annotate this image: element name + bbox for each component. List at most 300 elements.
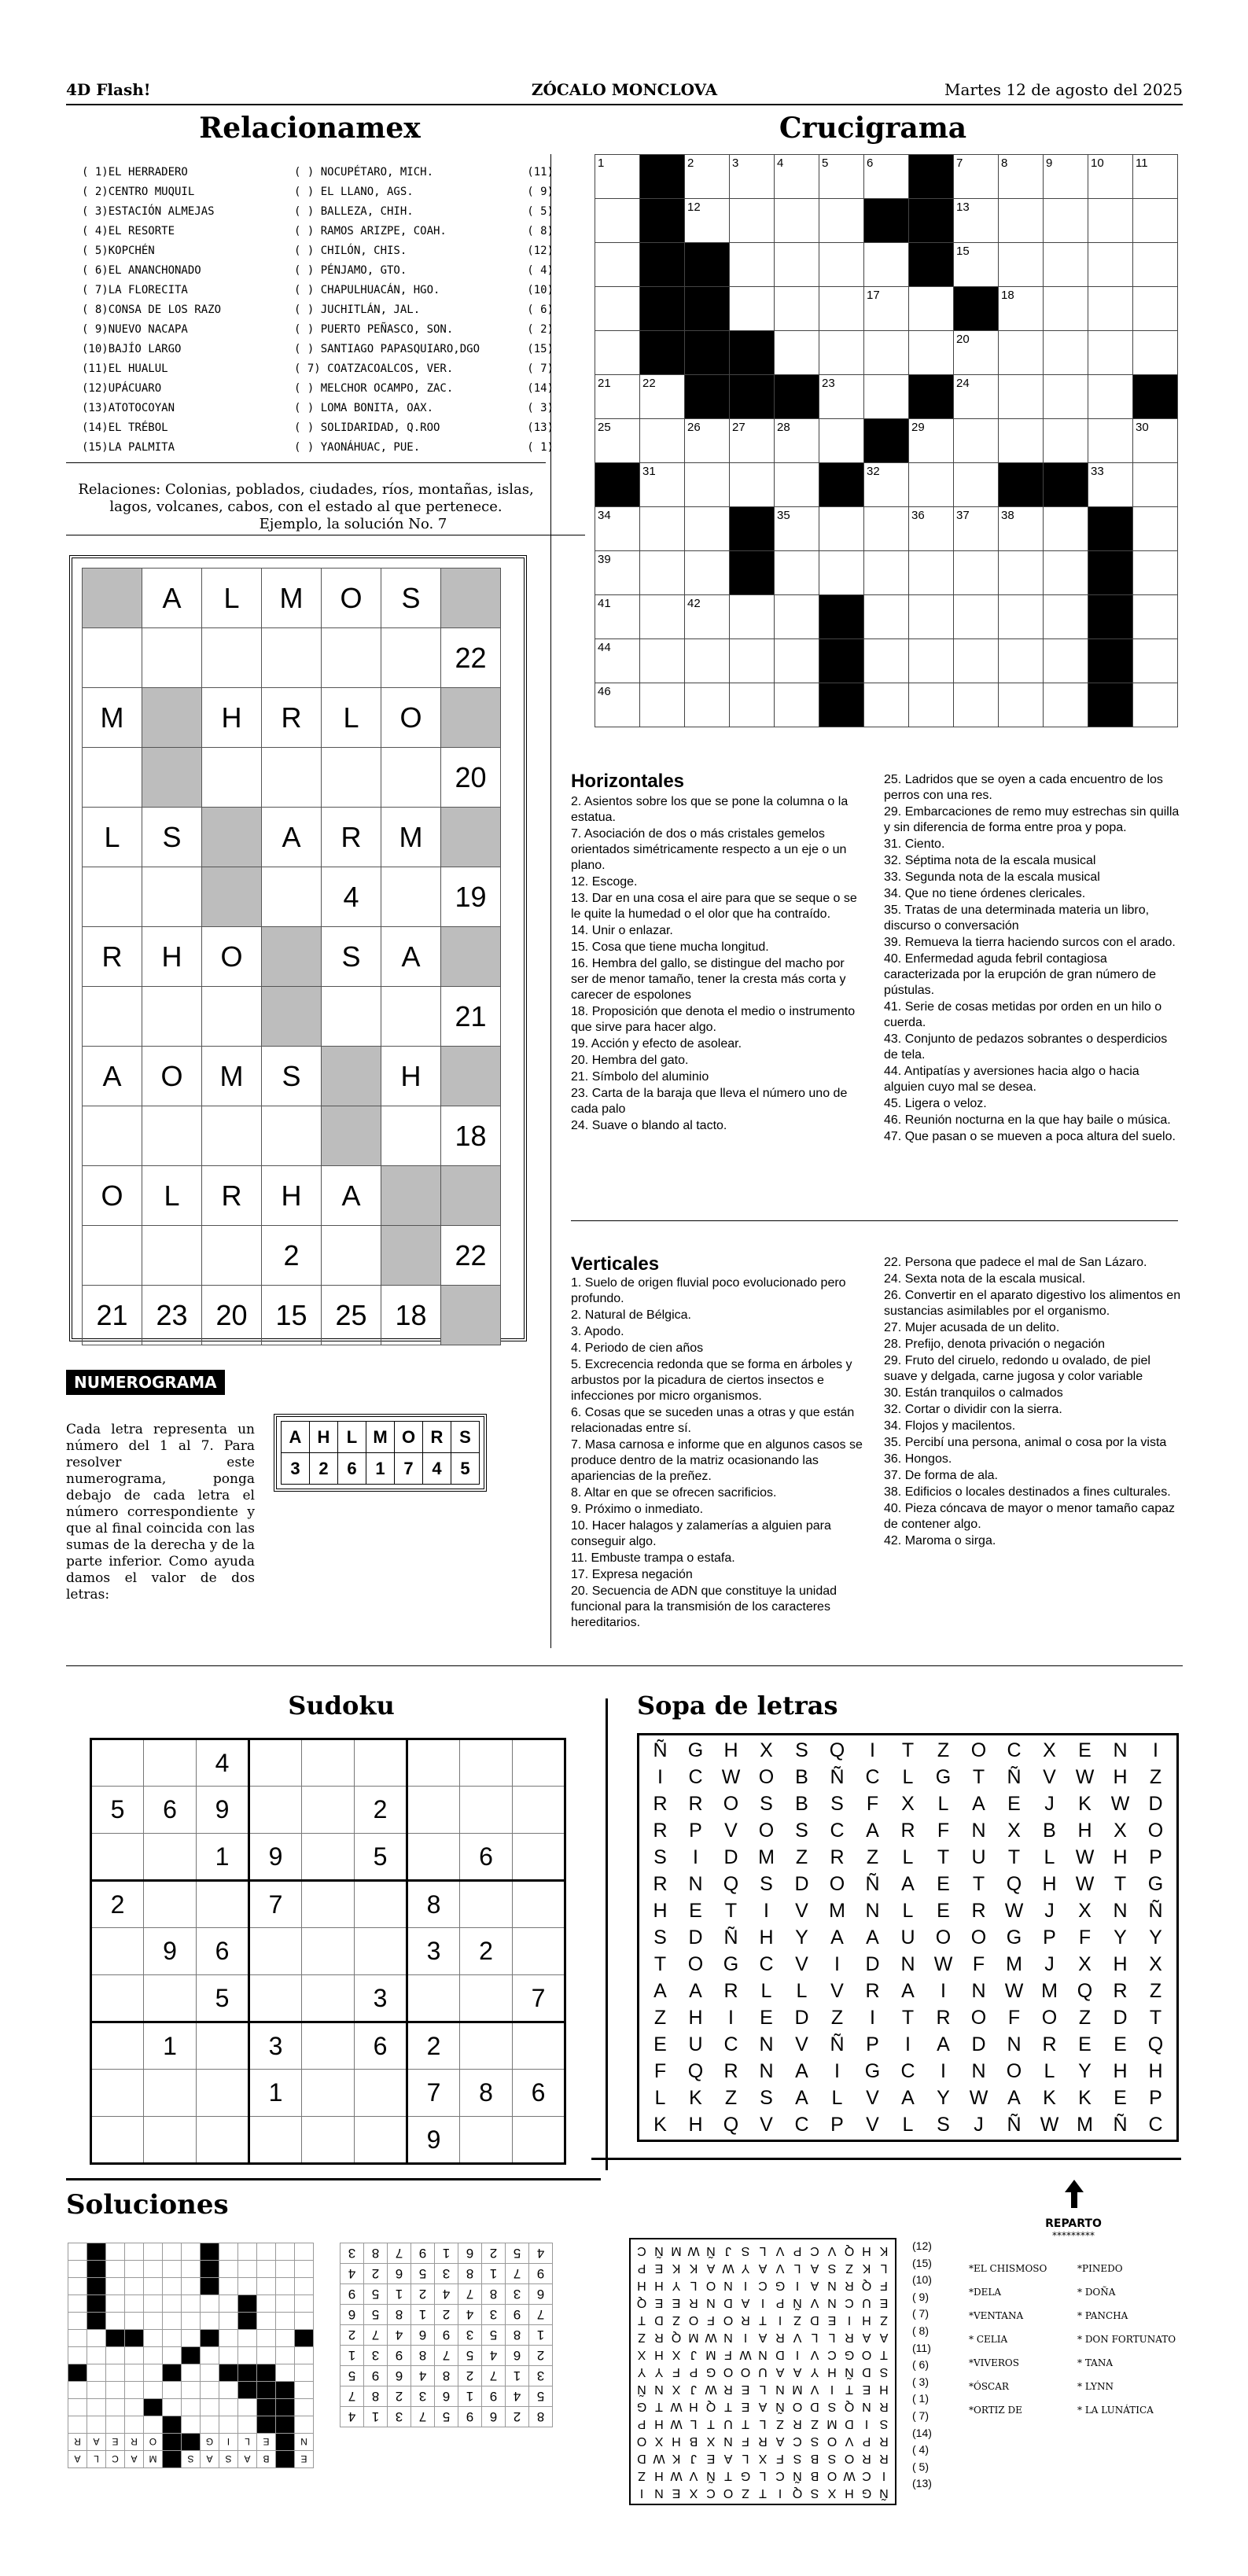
sopa-letter[interactable]: E [1007,1792,1021,1815]
sudoku-cell[interactable]: 4 [197,1739,249,1787]
sopa-letter[interactable]: O [935,1926,952,1949]
sopa-letter[interactable]: J [1044,1952,1055,1975]
sudoku-cell[interactable] [407,1834,460,1881]
sopa-letter[interactable]: X [1078,1952,1092,1975]
sudoku-cell[interactable] [355,1881,407,1928]
sopa-letter[interactable]: Q [1147,2033,1164,2055]
sopa-letter[interactable]: M [829,1899,845,1922]
sudoku-cell[interactable] [355,1739,407,1787]
sopa-letter[interactable]: A [901,1979,915,2002]
sudoku-cell[interactable] [407,1739,460,1787]
sopa-letter[interactable]: J [1044,1899,1055,1922]
sopa-letter[interactable]: J [974,2113,984,2136]
sopa-letter[interactable]: V [1043,1765,1056,1788]
sudoku-cell[interactable] [302,1834,355,1881]
sopa-letter[interactable]: O [1147,1819,1164,1842]
sopa-letter[interactable]: B [795,1792,808,1815]
sopa-letter[interactable]: H [1148,2059,1163,2082]
sopa-letter[interactable]: I [941,1979,946,2002]
sopa-letter[interactable]: W [1075,1846,1095,1868]
sudoku-cell[interactable] [144,1975,197,2022]
sopa-letter[interactable]: W [1040,2113,1059,2136]
sudoku-cell[interactable]: 7 [513,1975,565,2022]
sopa-letter[interactable]: V [866,2086,879,2109]
sopa-letter[interactable]: W [1004,1899,1024,1922]
sopa-letter[interactable]: N [971,1819,986,1842]
sopa-letter[interactable]: E [937,1872,950,1895]
sopa-letter[interactable]: Y [1078,2059,1092,2082]
sopa-letter[interactable]: A [1007,2086,1021,2109]
sudoku-cell[interactable] [302,1739,355,1787]
sopa-letter[interactable]: L [831,2086,843,2109]
sopa-letter[interactable]: C [759,1952,774,1975]
sopa-letter[interactable]: H [688,2006,703,2029]
sudoku-cell[interactable] [197,2070,249,2117]
sopa-letter[interactable]: G [935,1765,952,1788]
sopa-letter[interactable]: X [1078,1899,1092,1922]
sopa-letter[interactable]: I [693,1846,698,1868]
sopa-letter[interactable]: I [834,1952,840,1975]
sopa-letter[interactable]: H [653,1899,668,1922]
sopa-letter[interactable]: C [865,1765,880,1788]
sopa-letter[interactable]: Z [830,2006,844,2029]
sudoku-cell[interactable]: 7 [407,2070,460,2117]
sudoku-cell[interactable] [144,2117,197,2164]
sopa-letter[interactable]: K [1043,2086,1056,2109]
sopa-letter[interactable]: F [1078,1926,1092,1949]
sopa-letter[interactable]: R [723,1979,738,2002]
sopa-letter[interactable]: Ñ [865,1872,880,1895]
sudoku-cell[interactable] [460,1739,513,1787]
sopa-letter[interactable]: I [764,1899,769,1922]
sopa-letter[interactable]: Ñ [1148,1899,1163,1922]
sopa-letter[interactable]: A [901,2086,915,2109]
sopa-letter[interactable]: L [937,1792,949,1815]
sudoku-cell[interactable]: 6 [355,2022,407,2070]
sopa-letter[interactable]: M [1077,2113,1093,2136]
sopa-letter[interactable]: P [866,2033,879,2055]
sopa-letter[interactable]: L [902,1846,914,1868]
sudoku-cell[interactable]: 5 [91,1787,144,1834]
sopa-letter[interactable]: Ñ [1113,2113,1128,2136]
sopa-letter[interactable]: W [1075,1765,1095,1788]
sopa-letter[interactable]: D [1113,2006,1128,2029]
sopa-letter[interactable]: F [1007,2006,1021,2029]
sudoku-cell[interactable] [249,2117,302,2164]
sudoku-cell[interactable]: 7 [249,1881,302,1928]
sudoku-cell[interactable] [302,1787,355,1834]
sopa-letter[interactable]: E [689,1899,702,1922]
sopa-letter[interactable]: F [653,2059,667,2082]
sopa-letter[interactable]: S [653,1846,667,1868]
sopa-letter[interactable]: K [1078,2086,1092,2109]
sopa-letter[interactable]: H [1077,1819,1092,1842]
sopa-letter[interactable]: T [653,1952,667,1975]
sopa-letter[interactable]: V [795,1899,808,1922]
sopa-letter[interactable]: O [723,1792,739,1815]
sopa-letter[interactable]: G [1006,1926,1022,1949]
sopa-letter[interactable]: F [972,1952,985,1975]
sopa-letter[interactable]: I [657,1765,663,1788]
sopa-letter[interactable]: S [760,2086,773,2109]
sopa-letter[interactable]: Z [866,1846,879,1868]
sopa-letter[interactable]: E [653,2033,667,2055]
sudoku-cell[interactable] [355,2070,407,2117]
sudoku-cell[interactable] [460,1787,513,1834]
sopa-letter[interactable]: O [1041,2006,1058,2029]
sopa-letter[interactable]: S [760,1792,773,1815]
sopa-letter[interactable]: N [1113,1899,1128,1922]
sopa-letter[interactable]: O [970,1739,987,1761]
sopa-letter[interactable]: A [689,1979,702,2002]
sopa-letter[interactable]: Ñ [1007,1765,1022,1788]
sopa-letter[interactable]: X [760,1739,773,1761]
sopa-letter[interactable]: C [1007,1739,1022,1761]
sopa-letter[interactable]: N [759,2059,774,2082]
sudoku-cell[interactable] [460,2117,513,2164]
sudoku-cell[interactable] [513,2117,565,2164]
sopa-letter[interactable]: E [1078,1739,1092,1761]
sudoku-cell[interactable] [91,2117,144,2164]
sopa-letter[interactable]: E [1078,2033,1092,2055]
sopa-letter[interactable]: I [941,2059,946,2082]
sopa-letter[interactable]: C [723,2033,738,2055]
sopa-letter[interactable]: Z [795,1846,808,1868]
sopa-letter[interactable]: O [758,1819,775,1842]
sopa-letter[interactable]: V [830,1979,844,2002]
sopa-letter[interactable]: D [688,1926,703,1949]
sudoku-cell[interactable]: 3 [249,2022,302,2070]
sopa-letter[interactable]: Ñ [1007,2113,1022,2136]
sudoku-cell[interactable]: 2 [355,1787,407,1834]
sopa-letter[interactable]: A [972,1792,985,1815]
sopa-letter[interactable]: S [795,1739,808,1761]
sopa-letter[interactable]: X [1149,1952,1162,1975]
sopa-letter[interactable]: A [830,1926,844,1949]
sopa-letter[interactable]: Z [1149,1765,1162,1788]
sopa-letter[interactable]: Q [1006,1872,1022,1895]
sudoku-cell[interactable] [91,2022,144,2070]
sopa-letter[interactable]: Z [724,2086,738,2109]
sudoku-cell[interactable]: 9 [407,2117,460,2164]
sopa-letter[interactable]: V [760,2113,773,2136]
sopa-letter[interactable]: S [653,1926,667,1949]
sudoku-cell[interactable] [91,1834,144,1881]
sopa-letter[interactable]: N [865,1899,880,1922]
sopa-letter[interactable]: P [830,2113,844,2136]
sopa-letter[interactable]: R [653,1872,668,1895]
sudoku-cell[interactable]: 2 [91,1881,144,1928]
sudoku-cell[interactable] [197,2117,249,2164]
sopa-letter[interactable]: D [794,1872,809,1895]
sopa-letter[interactable]: A [937,2033,950,2055]
sudoku-cell[interactable] [513,1881,565,1928]
sopa-letter[interactable]: H [688,2113,703,2136]
sopa-letter[interactable]: E [760,2006,773,2029]
sudoku-cell[interactable]: 1 [249,2070,302,2117]
sopa-letter[interactable]: M [1006,1952,1022,1975]
sopa-letter[interactable]: T [972,1872,985,1895]
sopa-letter[interactable]: Y [937,2086,950,2109]
sopa-letter[interactable]: M [1041,1979,1058,2002]
sopa-letter[interactable]: F [937,1819,950,1842]
sopa-letter[interactable]: L [1044,2059,1055,2082]
sopa-letter[interactable]: R [900,1819,915,1842]
sudoku-cell[interactable] [91,2070,144,2117]
sopa-letter[interactable]: L [902,1765,914,1788]
sopa-letter[interactable]: U [688,2033,703,2055]
sopa-letter[interactable]: H [759,1926,774,1949]
sopa-letter[interactable]: Y [795,1926,808,1949]
sudoku-cell[interactable] [460,1975,513,2022]
sopa-letter[interactable]: N [1007,2033,1022,2055]
sopa-letter[interactable]: A [866,1926,879,1949]
sopa-letter[interactable]: K [689,2086,702,2109]
sudoku-cell[interactable]: 1 [197,1834,249,1881]
sudoku-cell[interactable] [91,1928,144,1975]
sopa-letter[interactable]: H [1113,1765,1128,1788]
sopa-letter[interactable]: G [723,1952,739,1975]
sopa-letter[interactable]: S [830,1792,844,1815]
sopa-letter[interactable]: H [1113,1952,1128,1975]
sudoku-cell[interactable] [302,2117,355,2164]
sudoku-cell[interactable] [249,1739,302,1787]
sudoku-cell[interactable] [144,1739,197,1787]
sudoku-cell[interactable] [302,2022,355,2070]
sopa-letter[interactable]: N [971,2059,986,2082]
sopa-letter[interactable]: O [970,1926,987,1949]
sopa-letter[interactable]: I [728,2006,734,2029]
sopa-letter[interactable]: X [1043,1739,1056,1761]
sopa-letter[interactable]: H [1042,1872,1057,1895]
sopa-letter[interactable]: T [901,2006,915,2029]
sudoku-cell[interactable]: 2 [460,1928,513,1975]
sopa-letter[interactable]: N [1113,1739,1128,1761]
sopa-letter[interactable]: T [1149,2006,1162,2029]
sopa-letter[interactable]: Z [653,2006,667,2029]
sopa-letter[interactable]: R [653,1792,668,1815]
sopa-letter[interactable]: R [723,2059,738,2082]
sudoku-cell[interactable]: 1 [144,2022,197,2070]
sopa-letter[interactable]: I [905,2033,911,2055]
sopa-letter[interactable]: G [864,2059,881,2082]
sopa-letter[interactable]: H [1113,1846,1128,1868]
sopa-letter[interactable]: C [688,1765,703,1788]
sopa-letter[interactable]: D [723,1846,738,1868]
sopa-letter[interactable]: P [1043,1926,1056,1949]
sopa-letter[interactable]: I [870,1739,875,1761]
sopa-letter[interactable]: Q [723,1872,739,1895]
sopa-letter[interactable]: R [936,2006,951,2029]
sopa-letter[interactable]: R [653,1819,668,1842]
sudoku-cell[interactable] [513,1928,565,1975]
sopa-letter[interactable]: Ñ [830,1765,845,1788]
sopa-letter[interactable]: L [902,2113,914,2136]
sopa-letter[interactable]: D [865,1952,880,1975]
sopa-letter[interactable]: J [1044,1792,1055,1815]
sopa-letter[interactable]: D [971,2033,986,2055]
sudoku-cell[interactable] [460,2022,513,2070]
sudoku-cell[interactable]: 6 [144,1787,197,1834]
sopa-letter[interactable]: D [1148,1792,1163,1815]
sudoku-cell[interactable] [513,1834,565,1881]
sopa-letter[interactable]: Q [829,1739,845,1761]
sopa-letter[interactable]: Y [1149,1926,1162,1949]
sudoku-cell[interactable] [302,1975,355,2022]
sopa-letter[interactable]: C [794,2113,809,2136]
sopa-letter[interactable]: L [1044,1846,1055,1868]
sopa-letter[interactable]: N [900,1952,915,1975]
sopa-letter[interactable]: H [723,1739,738,1761]
sopa-letter[interactable]: W [721,1765,741,1788]
sopa-letter[interactable]: R [830,1846,845,1868]
sudoku-cell[interactable]: 5 [197,1975,249,2022]
sopa-letter[interactable]: V [724,1819,738,1842]
sudoku-cell[interactable] [249,1975,302,2022]
sopa-letter[interactable]: C [900,2059,915,2082]
sudoku-cell[interactable]: 9 [144,1928,197,1975]
sudoku-cell[interactable] [302,1928,355,1975]
sopa-letter[interactable]: O [970,2006,987,2029]
sopa-letter[interactable]: A [653,1979,667,2002]
sudoku-cell[interactable] [197,1881,249,1928]
sudoku-cell[interactable]: 9 [249,1834,302,1881]
sudoku-cell[interactable]: 8 [460,2070,513,2117]
sopa-letter[interactable]: A [901,1872,915,1895]
sopa-letter[interactable]: Ñ [830,2033,845,2055]
sopa-letter[interactable]: W [1110,1792,1130,1815]
sopa-letter[interactable]: V [795,2033,808,2055]
sopa-letter[interactable]: O [1006,2059,1022,2082]
sudoku-cell[interactable] [407,1975,460,2022]
sopa-letter[interactable]: Q [687,2059,704,2082]
sudoku-cell[interactable] [144,1834,197,1881]
sopa-letter[interactable]: V [795,1952,808,1975]
sudoku-cell[interactable] [355,1928,407,1975]
sudoku-cell[interactable] [302,2070,355,2117]
sopa-letter[interactable]: A [795,2086,808,2109]
sudoku-cell[interactable]: 5 [355,1834,407,1881]
sudoku-cell[interactable]: 2 [407,2022,460,2070]
sudoku-cell[interactable] [91,1975,144,2022]
sopa-letter[interactable]: G [687,1739,704,1761]
sopa-letter[interactable]: S [760,1872,773,1895]
sopa-letter[interactable]: W [933,1952,953,1975]
sopa-letter[interactable]: S [937,2113,950,2136]
sopa-letter[interactable]: L [902,1899,914,1922]
sopa-letter[interactable]: W [1004,1979,1024,2002]
sopa-letter[interactable]: P [1149,1846,1162,1868]
sopa-letter[interactable]: O [758,1765,775,1788]
sopa-letter[interactable]: Q [1077,1979,1093,2002]
sopa-letter[interactable]: Ñ [723,1926,738,1949]
sopa-letter[interactable]: F [866,1792,879,1815]
sudoku-cell[interactable]: 6 [513,2070,565,2117]
sopa-letter[interactable]: I [870,2006,875,2029]
sudoku-cell[interactable]: 3 [407,1928,460,1975]
sudoku-cell[interactable] [355,2117,407,2164]
sopa-letter[interactable]: K [1078,1792,1092,1815]
sopa-letter[interactable]: B [795,1765,808,1788]
sopa-letter[interactable]: P [1149,2086,1162,2109]
sopa-letter[interactable]: Z [937,1739,950,1761]
sopa-letter[interactable]: C [1148,2113,1163,2136]
sopa-letter[interactable]: W [1075,1872,1095,1895]
sopa-letter[interactable]: P [689,1819,702,1842]
sopa-letter[interactable]: Y [1114,1926,1127,1949]
sopa-letter[interactable]: V [866,2113,879,2136]
sopa-letter[interactable]: R [688,1792,703,1815]
sopa-letter[interactable]: A [795,2059,808,2082]
sopa-letter[interactable]: E [937,1899,950,1922]
sudoku-cell[interactable]: 6 [197,1928,249,1975]
sopa-letter[interactable]: T [1114,1872,1127,1895]
sopa-letter[interactable]: L [796,1979,808,2002]
sudoku-cell[interactable] [513,1787,565,1834]
sopa-letter[interactable]: A [866,1819,879,1842]
sopa-letter[interactable]: U [971,1846,986,1868]
sopa-letter[interactable]: T [901,1739,915,1761]
sopa-letter[interactable]: L [654,2086,666,2109]
sopa-letter[interactable]: R [971,1899,986,1922]
sudoku-cell[interactable] [249,1928,302,1975]
sudoku-cell[interactable] [302,1881,355,1928]
sopa-letter[interactable]: S [795,1819,808,1842]
sudoku-cell[interactable]: 9 [197,1787,249,1834]
sudoku-cell[interactable] [460,1881,513,1928]
sopa-letter[interactable]: N [759,2033,774,2055]
sudoku-cell[interactable] [249,1787,302,1834]
sopa-letter[interactable]: T [724,1899,738,1922]
sudoku-cell[interactable] [144,2070,197,2117]
sopa-letter[interactable]: E [1114,2086,1127,2109]
sopa-letter[interactable]: X [1114,1819,1127,1842]
sudoku-cell[interactable]: 3 [355,1975,407,2022]
sopa-letter[interactable]: B [1043,1819,1056,1842]
sudoku-cell[interactable]: 6 [460,1834,513,1881]
sopa-letter[interactable]: D [794,2006,809,2029]
sopa-letter[interactable]: L [760,1979,772,2002]
sopa-letter[interactable]: N [971,1979,986,2002]
sopa-letter[interactable]: Ñ [653,1739,668,1761]
sopa-letter[interactable]: U [900,1926,915,1949]
sopa-letter[interactable]: K [653,2113,667,2136]
sopa-letter[interactable]: E [1114,2033,1127,2055]
sopa-letter[interactable]: W [969,2086,988,2109]
sopa-letter[interactable]: N [688,1872,703,1895]
sudoku-cell[interactable] [144,1881,197,1928]
sudoku-cell[interactable] [91,1739,144,1787]
sopa-letter[interactable]: R [1042,2033,1057,2055]
sopa-letter[interactable]: O [829,1872,845,1895]
sopa-letter[interactable]: Z [1078,2006,1092,2029]
sopa-letter[interactable]: Z [1149,1979,1162,2002]
sopa-letter[interactable]: I [834,2059,840,2082]
sopa-letter[interactable]: T [972,1765,985,1788]
sopa-letter[interactable]: X [1007,1819,1021,1842]
sopa-letter[interactable]: C [830,1819,845,1842]
sopa-letter[interactable]: R [1113,1979,1128,2002]
sopa-letter[interactable]: M [758,1846,775,1868]
sudoku-cell[interactable] [513,1739,565,1787]
sopa-letter[interactable]: H [1113,2059,1128,2082]
sudoku-cell[interactable] [407,1787,460,1834]
sopa-letter[interactable]: G [1147,1872,1164,1895]
sopa-letter[interactable]: I [1153,1739,1158,1761]
sudoku-cell[interactable]: 8 [407,1881,460,1928]
sopa-letter[interactable]: R [865,1979,880,2002]
sopa-letter[interactable]: X [901,1792,915,1815]
